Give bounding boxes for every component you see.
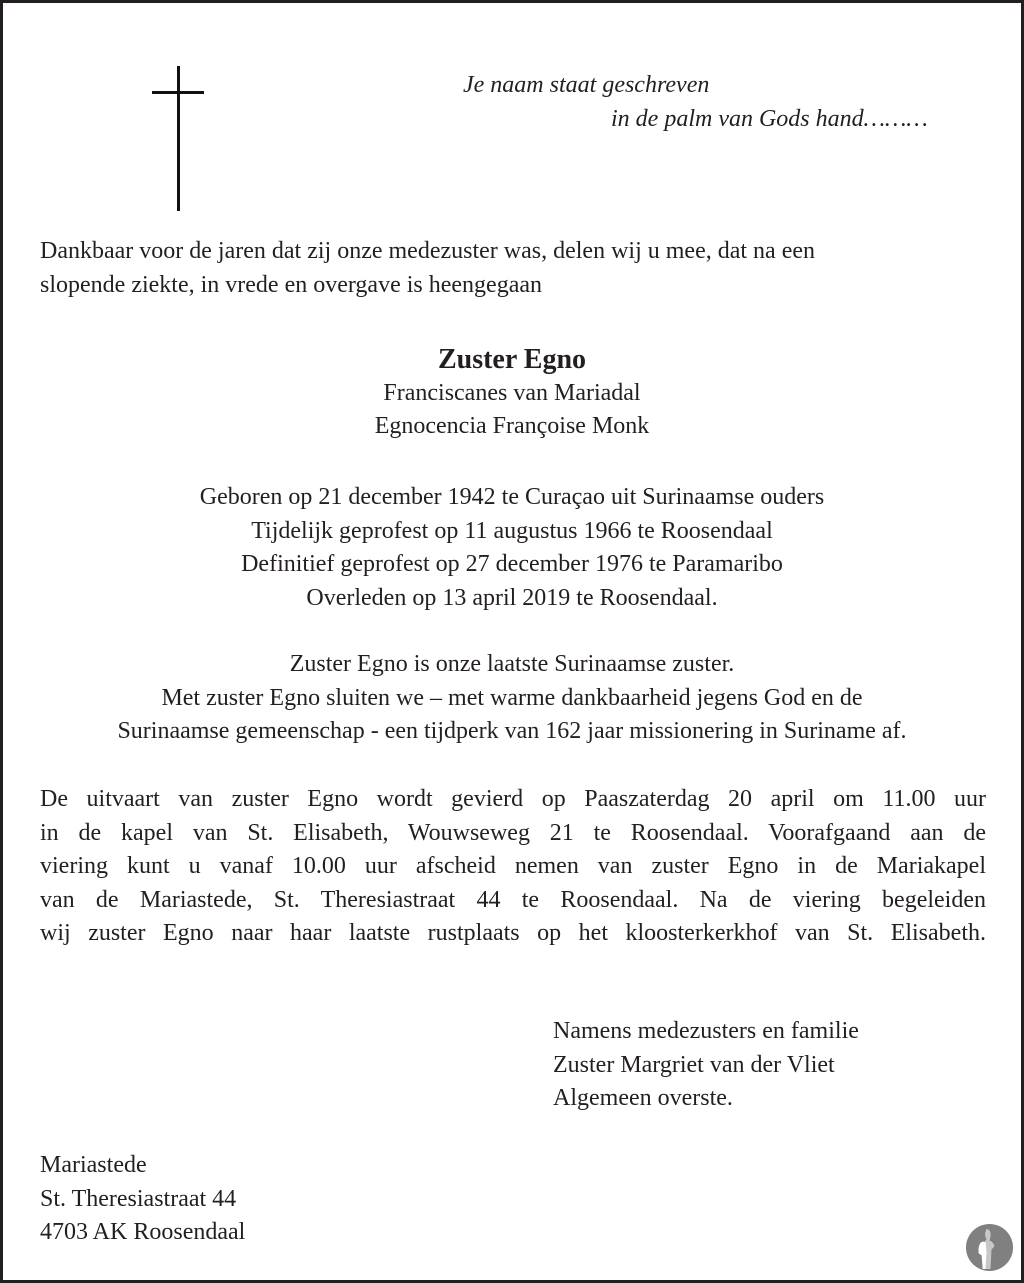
address-line: St. Theresiastraat 44 bbox=[40, 1185, 237, 1212]
quote-line: Je naam staat geschreven bbox=[463, 72, 710, 98]
closing-block bbox=[3, 648, 1021, 749]
intro-line: Dankbaar voor de jaren dat zij onze medezuster was, delen wij u mee, dat na een bbox=[40, 238, 815, 264]
signature-block bbox=[553, 1015, 859, 1116]
name-block bbox=[3, 343, 1021, 444]
address-line: Mariastede bbox=[40, 1152, 147, 1178]
date-line: Geboren op 21 december 1942 te Curaçao uit Surinaamse ouders bbox=[199, 484, 825, 510]
address-block bbox=[40, 1149, 245, 1250]
order-name: Franciscanes van Mariadal bbox=[383, 379, 641, 406]
funeral-paragraph bbox=[40, 783, 986, 951]
dates-block bbox=[3, 481, 1021, 615]
intro-line: slopende ziekte, in vrede en overgave is heengegaan bbox=[40, 271, 543, 298]
signature-line: Zuster Margriet van der Vliet bbox=[553, 1051, 835, 1078]
signature-line: Algemeen overste. bbox=[553, 1085, 733, 1111]
date-line: Overleden op 13 april 2019 te Roosendaal. bbox=[306, 584, 718, 611]
closing-line: Surinaamse gemeenschap - een tijdperk van 162 jaar missionering in Suriname af. bbox=[117, 718, 907, 744]
funeral-line: De uitvaart van zuster Egno wordt gevierd op Paaszaterdag 20 april om 11.00 uur bbox=[40, 786, 986, 812]
funeral-line: in de kapel van St. Elisabeth, Wouwseweg 21 te Roosendaal. Voorafgaand aan de bbox=[40, 819, 986, 846]
memorial-logo-icon bbox=[965, 1223, 1014, 1272]
full-name: Egnocencia Françoise Monk bbox=[374, 413, 650, 439]
closing-line: Met zuster Egno sluiten we – met warme dankbaarheid jegens God en de bbox=[161, 684, 863, 711]
deceased-name: Zuster Egno bbox=[437, 344, 587, 375]
funeral-line: van de Mariastede, St. Theresiastraat 44 te Roosendaal. Na de viering begeleiden bbox=[40, 886, 986, 913]
address-line: 4703 AK Roosendaal bbox=[40, 1219, 246, 1245]
date-line: Tijdelijk geprofest op 11 augustus 1966 te Roosendaal bbox=[251, 517, 773, 544]
intro-paragraph bbox=[40, 235, 815, 302]
quote bbox=[463, 69, 928, 136]
date-line: Definitief geprofest op 27 december 1976 te Paramaribo bbox=[241, 551, 783, 577]
funeral-line: viering kunt u vanaf 10.00 uur afscheid nemen van zuster Egno in de Mariakapel bbox=[40, 853, 986, 879]
funeral-line: wij zuster Egno naar haar laatste rustplaats op het kloosterkerkhof van St. Elisabeth. bbox=[40, 920, 986, 946]
quote-line: in de palm van Gods hand……… bbox=[611, 105, 928, 132]
signature-line: Namens medezusters en familie bbox=[553, 1018, 859, 1044]
closing-line: Zuster Egno is onze laatste Surinaamse zuster. bbox=[289, 651, 735, 677]
